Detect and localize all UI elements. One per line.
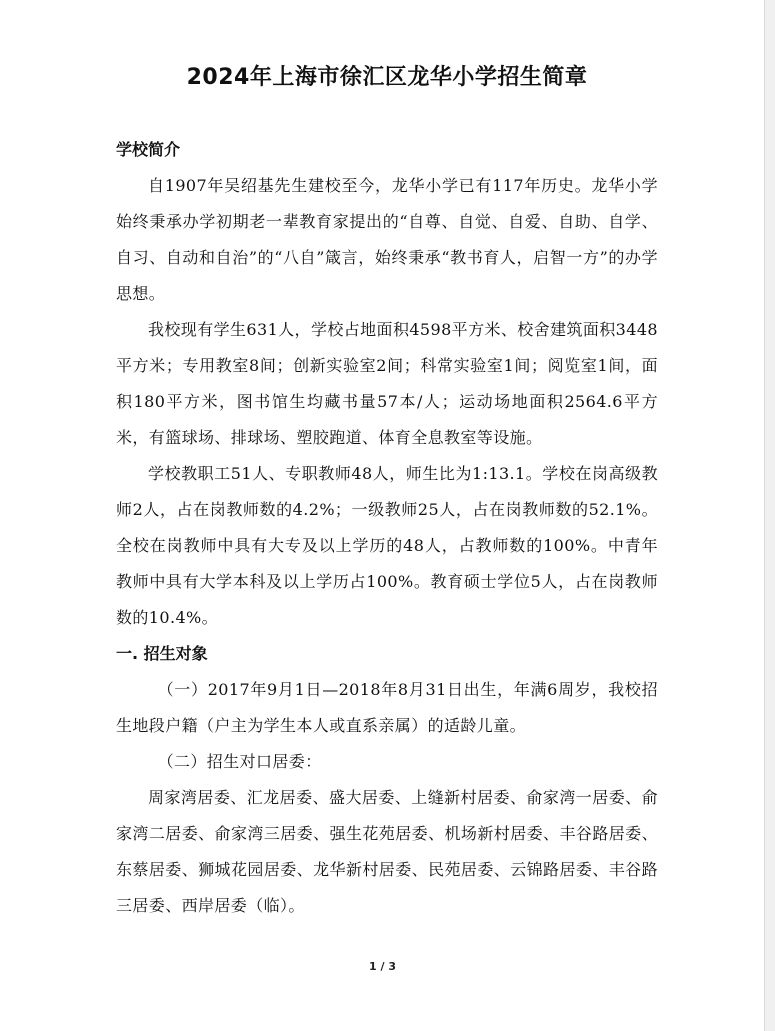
section-1-paragraph-2: （二）招生对口居委： [157,752,322,771]
viewer-gutter [765,0,775,1031]
section-1-paragraph-1: （一）2017年9月1日—2018年8月31日出生，年满6周岁，我校招生地段户籍（户主为学生本人或直系亲属）的适龄儿童。 [116,680,658,735]
document-content [116,56,658,924]
intro-heading: 学校简介 [116,140,181,159]
section-1-heading: 一. 招生对象 [116,644,208,663]
page-indicator: 1 / 3 [369,960,396,973]
document-title: 2024年上海市徐汇区龙华小学招生简章 [186,65,588,90]
intro-paragraph-1: 自1907年吴绍基先生建校至今，龙华小学已有117年历史。龙华小学始终秉承办学初期老一辈教育家提出的“自尊、自觉、自爱、自助、自学、自习、自动和自治”的“八自”箴言，始终秉承“教书育人，启智一方”的办学思想。 [116,176,658,303]
intro-paragraph-3: 学校教职工51人、专职教师48人，师生比为1:13.1。学校在岗高级教师2人，占在岗教师数的4.2%；一级教师25人，占在岗教师数的52.1%。全校在岗教师中具有大专及以上学历的48人，占教师数的100%。中青年教师中具有大学本科及以上学历占100%。教育硕士学位5人，占在岗教师数的10.4%。 [116,464,658,627]
section-1-paragraph-3: 周家湾居委、汇龙居委、盛大居委、上缝新村居委、俞家湾一居委、俞家湾二居委、俞家湾三居委、强生花苑居委、机场新村居委、丰谷路居委、东蔡居委、狮城花园居委、龙华新村居委、民苑居委、云锦路居委、丰谷路三居委、西岸居委（临）。 [116,788,658,915]
intro-paragraph-2: 我校现有学生631人，学校占地面积4598平方米、校舍建筑面积3448平方米；专用教室8间；创新实验室2间；科常实验室1间；阅览室1间，面积180平方米，图书馆生均藏书量57本/人；运动场地面积2564.6平方米，有篮球场、排球场、塑胶跑道、体育全息教室等设施。 [116,320,658,447]
